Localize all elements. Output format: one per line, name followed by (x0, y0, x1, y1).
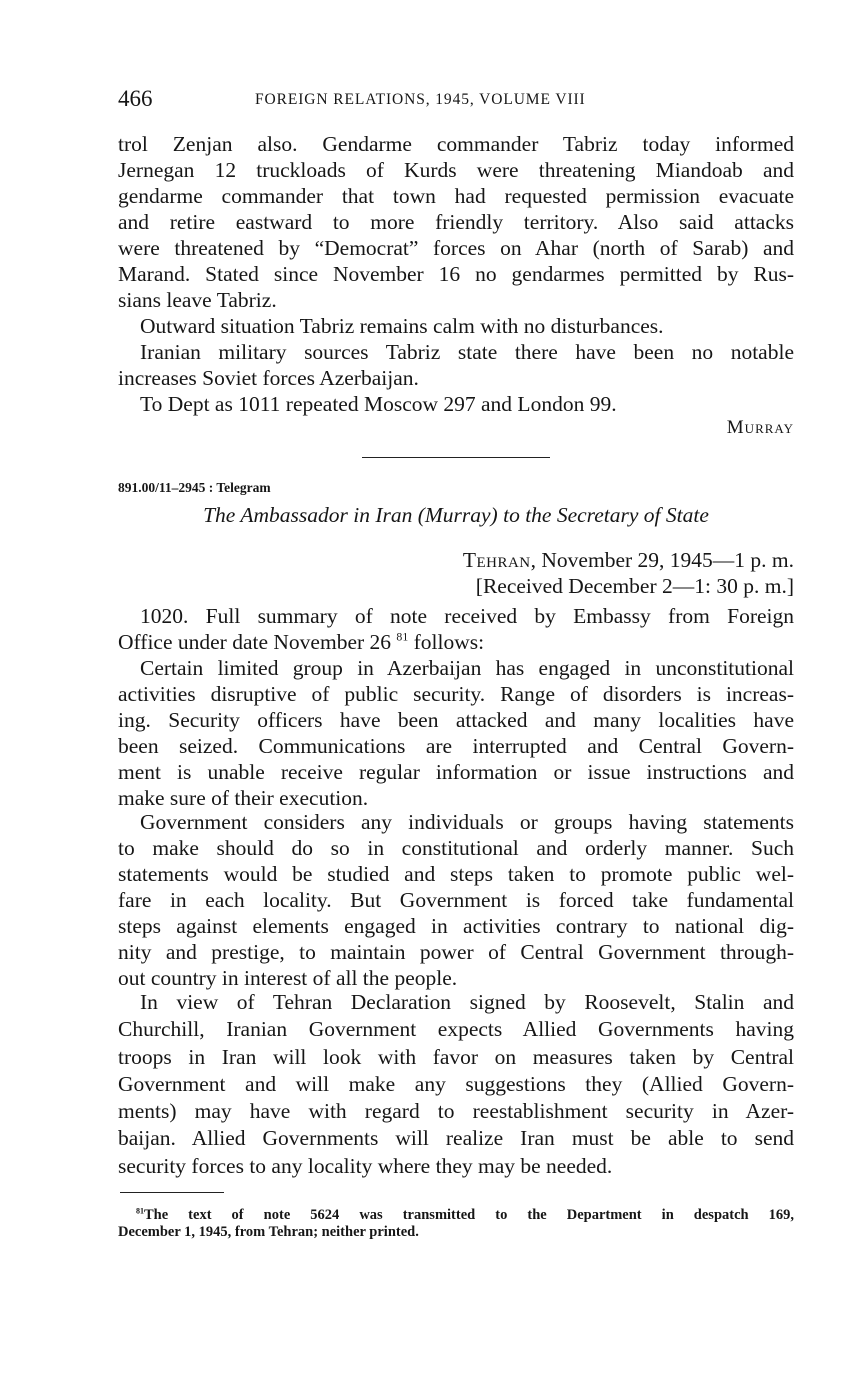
text-line: increases Soviet forces Azerbaijan. (118, 366, 419, 390)
text-line: trol Zenjan also. Gendarme commander Tabriz today informed (118, 132, 794, 156)
text-line: nity and prestige, to maintain power of Central Government through- (118, 940, 794, 964)
footnote-reference: 81 (396, 629, 409, 644)
text-line: make sure of their execution. (118, 786, 369, 810)
running-title: FOREIGN RELATIONS, 1945, VOLUME VIII (255, 91, 586, 108)
text-line: ment is unable receive regular information or issue instructions and (118, 760, 794, 784)
text-line: Churchill, Iranian Government expects Allied Governments having (118, 1017, 794, 1042)
text-line: statements would be studied and steps taken to promote public wel- (118, 862, 794, 886)
received-line: [Received December 2—1: 30 p. m.] (475, 574, 794, 598)
message-paragraph-3 (118, 809, 794, 991)
footnote (118, 1207, 794, 1241)
text-line: Iranian military sources Tabriz state there have been no notable (140, 340, 794, 364)
text-fragment: Office under date November 26 (118, 630, 392, 654)
text-line: ing. Security officers have been attacked and many localities have (118, 708, 794, 732)
text-line: sians leave Tabriz. (118, 288, 277, 312)
paragraph-3 (118, 339, 794, 391)
text-line: To Dept as 1011 repeated Moscow 297 and London 99. (140, 392, 617, 416)
text-line (118, 629, 794, 655)
page-number: 466 (118, 86, 153, 111)
message-paragraph-1 (118, 603, 794, 655)
signature: Murray (726, 417, 794, 438)
text-line: out country in interest of all the people. (118, 966, 458, 990)
text-line: baijan. Allied Governments will realize Iran must be able to send (118, 1126, 794, 1151)
running-header (118, 86, 794, 116)
text-line: to make should do so in constitutional and orderly manner. Such (118, 836, 794, 860)
text-line: steps against elements engaged in activities contrary to national dig- (118, 914, 794, 938)
text-line: activities disruptive of public security. Range of disorders is increas- (118, 682, 794, 706)
footnote-text: The text of note 5624 was transmitted to the Department in despatch 169, (143, 1207, 794, 1223)
section-divider (362, 457, 550, 458)
message-paragraph-4 (118, 989, 794, 1180)
text-line: gendarme commander that town had requested permission evacuate (118, 184, 794, 208)
text-line: Government and will make any suggestions they (Allied Govern- (118, 1071, 794, 1096)
text-line: Certain limited group in Azerbaijan has engaged in unconstitutional (140, 656, 794, 680)
text-line: fare in each locality. But Government is forced take fundamental (118, 888, 794, 912)
document-heading: The Ambassador in Iran (Murray) to the Secretary of State (203, 503, 709, 527)
text-line: 1020. Full summary of note received by Embassy from Foreign (140, 604, 794, 628)
text-line: In view of Tehran Declaration signed by Roosevelt, Stalin and (140, 990, 794, 1014)
dateline-date: , November 29, 1945—1 p. m. (530, 548, 794, 572)
text-line: Government considers any individuals or groups having statements (140, 810, 794, 834)
text-line: Jernegan 12 truckloads of Kurds were threatening Miandoab and (118, 158, 794, 182)
text-fragment: follows: (408, 630, 485, 654)
footnote-number: 81 (136, 1206, 144, 1216)
file-reference: 891.00/11–2945 : Telegram (118, 480, 271, 495)
dateline-place: Tehran (462, 548, 531, 572)
footnote-line (118, 1207, 794, 1224)
text-line: ments) may have with regard to reestablishment security in Azer- (118, 1099, 794, 1124)
paragraph-1 (118, 131, 794, 313)
text-line: Marand. Stated since November 16 no gendarmes permitted by Rus- (118, 262, 794, 286)
text-line: troops in Iran will look with favor on measures taken by Central (118, 1044, 794, 1069)
dateline (118, 547, 794, 573)
footnote-line: December 1, 1945, from Tehran; neither printed. (118, 1224, 419, 1240)
paragraph-2 (118, 313, 794, 339)
text-line: and retire eastward to more friendly territory. Also said attacks (118, 210, 794, 234)
text-line: been seized. Communications are interrupted and Central Govern- (118, 734, 794, 758)
text-line: were threatened by “Democrat” forces on Ahar (north of Sarab) and (118, 236, 794, 260)
message-paragraph-2 (118, 655, 794, 811)
paragraph-4 (118, 391, 794, 417)
footnote-divider (120, 1192, 224, 1193)
text-line: Outward situation Tabriz remains calm with no disturbances. (140, 314, 664, 338)
text-line: security forces to any locality where they may be needed. (118, 1153, 613, 1178)
